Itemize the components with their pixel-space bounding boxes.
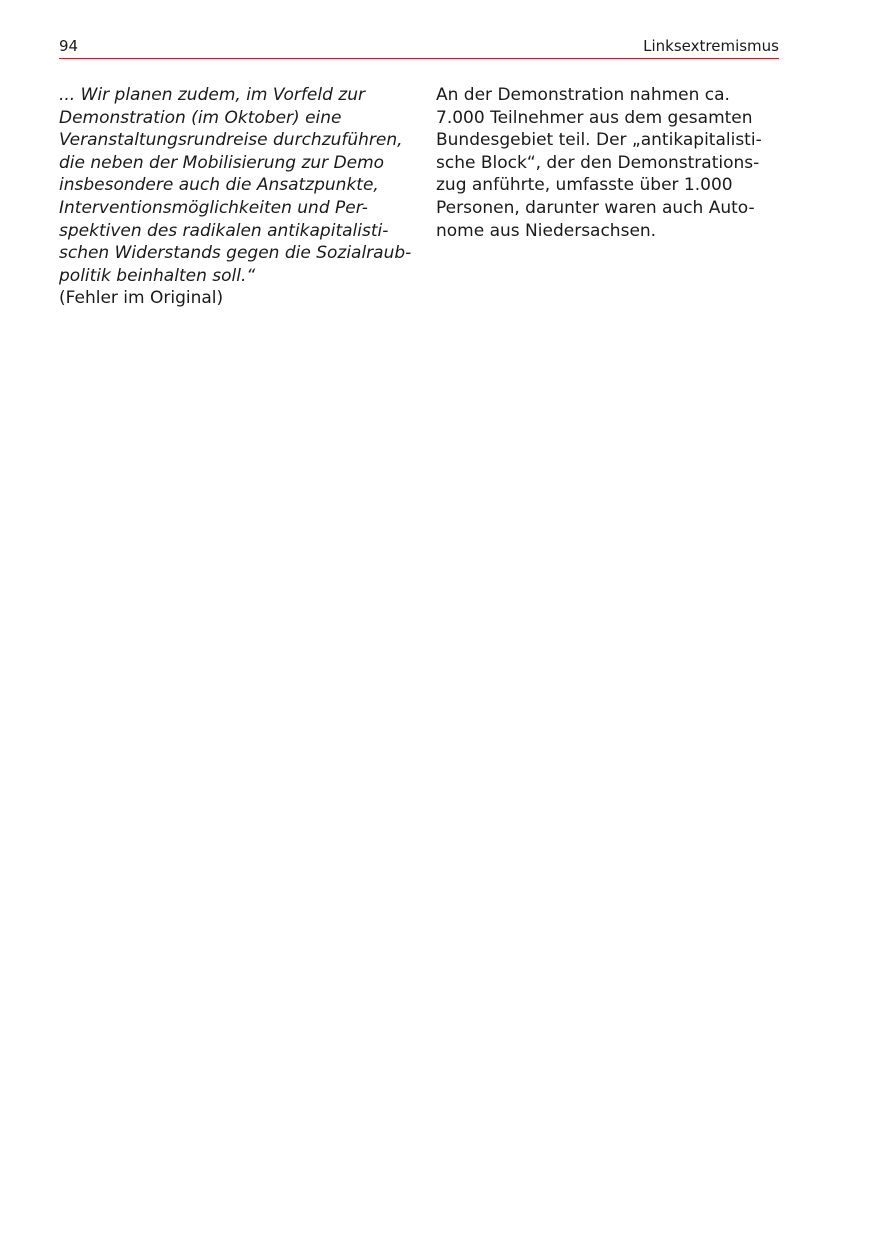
- original-error-note: (Fehler im Original): [59, 288, 224, 309]
- quote-line: politik beinhalten soll.“: [59, 265, 256, 286]
- quote-line: Demonstration (im Oktober) eine: [59, 107, 342, 128]
- paragraph-line: zug anführte, umfasste über 1.000: [436, 175, 733, 196]
- quote-line: ... Wir planen zudem, im Vorfeld zur: [59, 85, 365, 105]
- quote-line: spektiven des radikalen antikapitalisti-: [59, 220, 389, 241]
- paragraph-line: nome aus Niedersachsen.: [436, 220, 657, 241]
- quote-block: [59, 84, 412, 287]
- quote-line: insbesondere auch die Ansatzpunkte,: [59, 175, 379, 196]
- paragraph-line: Bundesgebiet teil. Der „antikapitalisti-: [436, 130, 762, 151]
- quote-line: schen Widerstands gegen die Sozialraub-: [59, 243, 412, 264]
- page-header: [59, 36, 779, 58]
- quote-line: die neben der Mobilisierung zur Demo: [59, 152, 385, 173]
- quote-line: Veranstaltungsrundreise durchzuführen,: [59, 130, 403, 151]
- quote-line: Interventionsmöglichkeiten und Per-: [59, 197, 368, 218]
- page-number: 94: [59, 37, 79, 55]
- left-column: [59, 84, 412, 310]
- body-paragraph: [436, 84, 781, 242]
- paragraph-line: sche Block“, der den Demonstrations-: [436, 152, 760, 173]
- paragraph-line: 7.000 Teilnehmer aus dem gesamten: [436, 107, 753, 128]
- paragraph-line: Personen, darunter waren auch Auto-: [436, 197, 755, 218]
- section-title: Linksextremismus: [643, 37, 779, 55]
- header-rule: [59, 58, 779, 59]
- right-column: [436, 84, 781, 242]
- paragraph-line: An der Demonstration nahmen ca.: [436, 85, 730, 105]
